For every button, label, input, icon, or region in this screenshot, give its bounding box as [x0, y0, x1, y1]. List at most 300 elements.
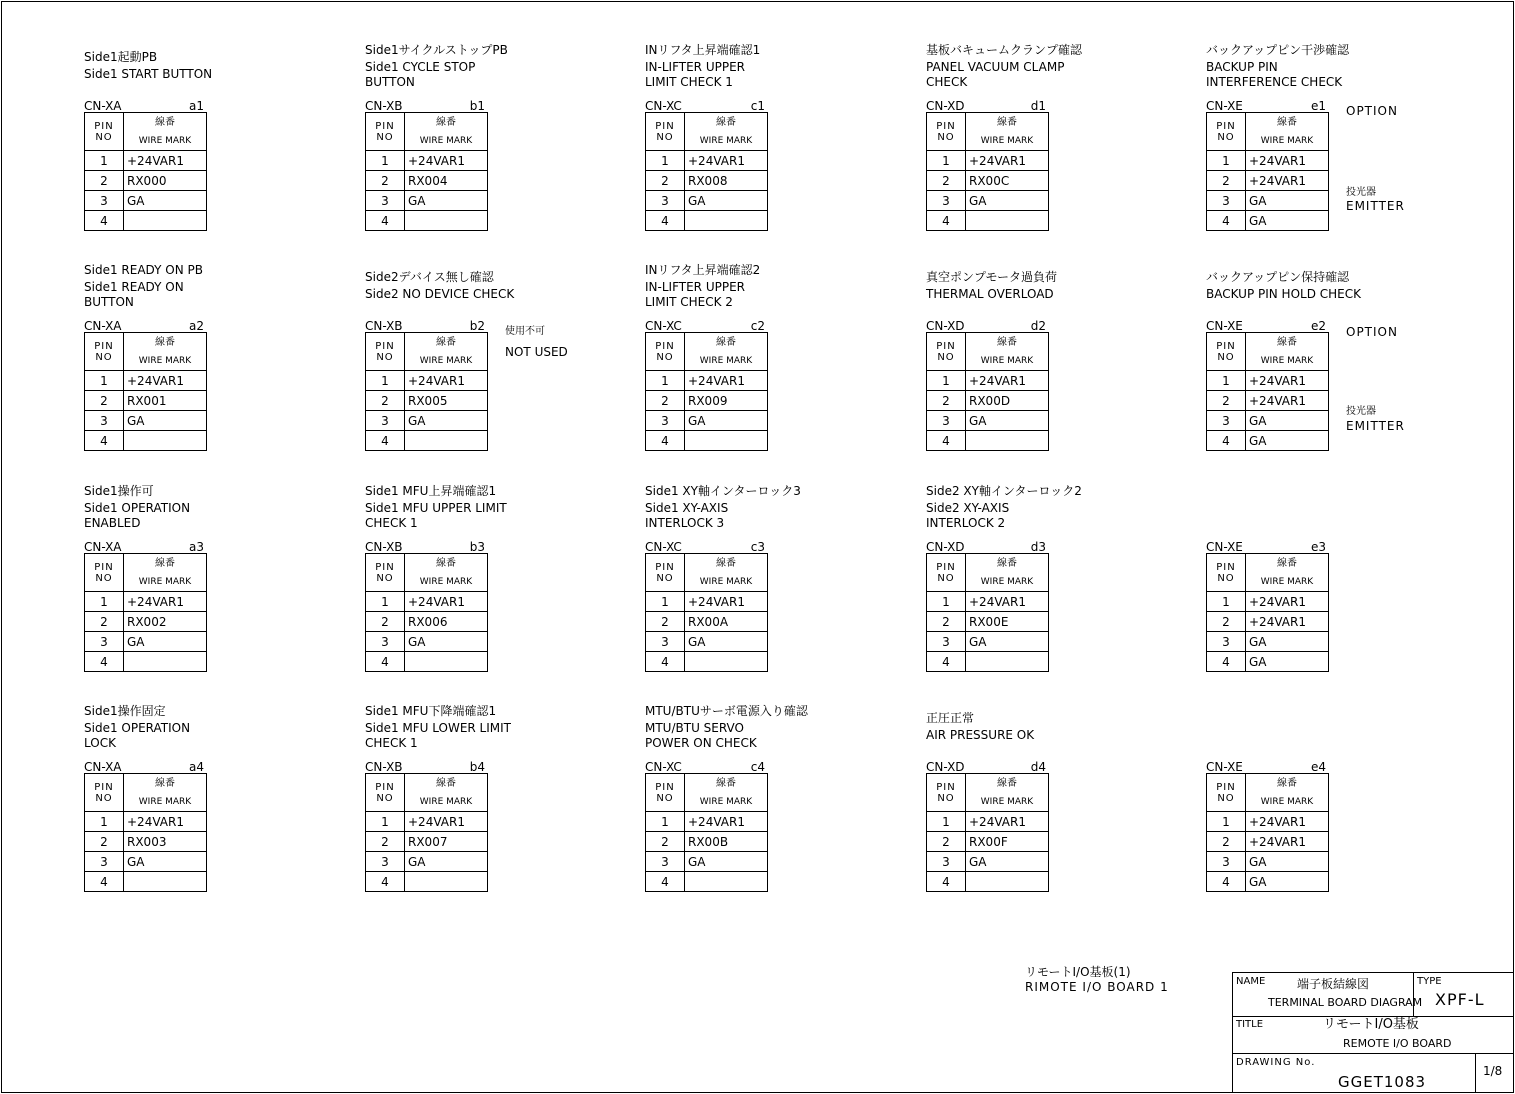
- pin-no-header: [85, 113, 124, 151]
- wire-mark-header: [966, 113, 1049, 151]
- connector-label: [84, 541, 204, 553]
- pin-number: 2: [366, 391, 405, 411]
- pin-table-header: [85, 113, 207, 151]
- pin-number: 2: [85, 832, 124, 852]
- table-row: [646, 852, 768, 872]
- wire-mark: GA: [685, 191, 768, 211]
- connector-label: [1206, 320, 1326, 332]
- title-block: [1232, 972, 1513, 1092]
- pin-table: [926, 332, 1049, 451]
- pin-number: 3: [646, 411, 685, 431]
- pin-table-header: [366, 554, 488, 592]
- pin-header-l1: PIN: [936, 781, 956, 793]
- connector-name: CN-XA: [84, 540, 122, 554]
- wire-mark: +24VAR1: [1246, 391, 1329, 411]
- table-row: [927, 632, 1049, 652]
- wire-mark-header: [405, 333, 488, 371]
- connector-name: CN-XB: [365, 99, 403, 113]
- wire-mark: GA: [966, 852, 1049, 872]
- wire-mark: GA: [1246, 191, 1329, 211]
- wire-mark-header: [1246, 113, 1329, 151]
- pin-table: [84, 112, 207, 231]
- wire-mark-header: [685, 113, 768, 151]
- wire-mark: GA: [1246, 211, 1329, 231]
- pin-number: 4: [927, 652, 966, 672]
- wire-header-en: WIRE MARK: [1260, 576, 1314, 587]
- pin-no-header: [366, 113, 405, 151]
- table-row: [1207, 612, 1329, 632]
- pin-header-l2: NO: [1217, 351, 1235, 363]
- pin-table-header: [646, 113, 768, 151]
- connector-label: [1206, 541, 1326, 553]
- connector-name: CN-XB: [365, 319, 403, 333]
- pin-number: 4: [366, 211, 405, 231]
- pin-number: 2: [1207, 832, 1246, 852]
- table-row: [646, 872, 768, 892]
- wire-mark-header: [685, 333, 768, 371]
- emitter-note-jp-1: 投光器: [1346, 187, 1376, 198]
- wire-header-jp: 線番: [1277, 557, 1297, 569]
- table-row: [927, 371, 1049, 391]
- wire-mark: [124, 872, 207, 892]
- table-row: [85, 431, 207, 451]
- wire-header-jp: 線番: [716, 777, 736, 789]
- connector-label: [645, 100, 765, 112]
- table-row: [1207, 852, 1329, 872]
- pin-table-header: [646, 333, 768, 371]
- pin-no-header: [927, 333, 966, 371]
- title-label: TITLE: [1236, 1019, 1264, 1030]
- wire-mark-header: [1246, 554, 1329, 592]
- wire-header-en: WIRE MARK: [138, 796, 192, 807]
- wire-mark: [966, 211, 1049, 231]
- option-note-1: OPTION: [1346, 104, 1398, 118]
- pin-header-l1: PIN: [1216, 120, 1236, 132]
- wire-header-jp: 線番: [997, 116, 1017, 128]
- pin-number: 2: [1207, 612, 1246, 632]
- wire-mark: +24VAR1: [685, 371, 768, 391]
- table-row: [927, 852, 1049, 872]
- connector-name: CN-XC: [645, 319, 682, 333]
- pin-number: 3: [927, 191, 966, 211]
- connector-slot: e2: [1310, 319, 1326, 333]
- table-row: [646, 431, 768, 451]
- connector-label: [645, 761, 765, 773]
- wire-header-en: WIRE MARK: [699, 355, 753, 366]
- wire-header-en: WIRE MARK: [138, 135, 192, 146]
- block-title-jp: 基板バキュームクランプ確認: [926, 43, 1083, 57]
- pin-table-header: [646, 774, 768, 812]
- wire-mark: GA: [1246, 872, 1329, 892]
- wire-mark: GA: [685, 852, 768, 872]
- wire-mark: +24VAR1: [1246, 171, 1329, 191]
- table-row: [927, 652, 1049, 672]
- pin-table: [365, 553, 488, 672]
- wire-mark-header: [124, 333, 207, 371]
- pin-number: 2: [1207, 391, 1246, 411]
- connector-label: [365, 100, 485, 112]
- table-row: [85, 652, 207, 672]
- wire-mark: +24VAR1: [1246, 832, 1329, 852]
- wire-mark: RX002: [124, 612, 207, 632]
- pin-number: 3: [1207, 852, 1246, 872]
- wire-mark: +24VAR1: [685, 151, 768, 171]
- wire-header-en: WIRE MARK: [419, 796, 473, 807]
- wire-header-en: WIRE MARK: [419, 355, 473, 366]
- pin-no-header: [85, 554, 124, 592]
- wire-mark-header: [685, 554, 768, 592]
- pin-number: 2: [927, 612, 966, 632]
- pin-number: 1: [1207, 812, 1246, 832]
- block-title-en: Side2 NO DEVICE CHECK: [365, 287, 515, 301]
- connector-slot: d1: [1030, 99, 1046, 113]
- pin-number: 4: [366, 872, 405, 892]
- wire-mark: RX004: [405, 171, 488, 191]
- table-row: [1207, 191, 1329, 211]
- pin-number: 3: [927, 852, 966, 872]
- pin-header-l1: PIN: [94, 561, 114, 573]
- pin-table-header: [927, 774, 1049, 812]
- connector-label: [645, 320, 765, 332]
- wire-mark: +24VAR1: [124, 592, 207, 612]
- table-row: [366, 431, 488, 451]
- table-row: [927, 592, 1049, 612]
- pin-number: 4: [366, 431, 405, 451]
- block-title-en-line2: BUTTON: [84, 295, 134, 309]
- wire-header-en: WIRE MARK: [980, 355, 1034, 366]
- block-title-en-line2: INTERLOCK 2: [926, 516, 1006, 530]
- connector-label: [84, 761, 204, 773]
- connector-label: [926, 541, 1046, 553]
- table-row: [1207, 652, 1329, 672]
- pin-number: 4: [1207, 431, 1246, 451]
- table-row: [366, 852, 488, 872]
- pin-header-l2: NO: [95, 792, 113, 804]
- wire-header-jp: 線番: [997, 557, 1017, 569]
- wire-mark: +24VAR1: [405, 371, 488, 391]
- wire-header-jp: 線番: [155, 336, 175, 348]
- table-row: [366, 812, 488, 832]
- connector-slot: a1: [189, 99, 204, 113]
- wire-mark: [966, 431, 1049, 451]
- block-title-en: Side1 MFU LOWER LIMIT: [365, 721, 512, 735]
- pin-header-l2: NO: [376, 572, 394, 584]
- wire-mark: +24VAR1: [405, 812, 488, 832]
- pin-number: 1: [646, 151, 685, 171]
- wire-mark: GA: [1246, 652, 1329, 672]
- connector-name: CN-XE: [1206, 99, 1243, 113]
- table-row: [85, 191, 207, 211]
- wire-mark: +24VAR1: [405, 592, 488, 612]
- pin-table-header: [1207, 554, 1329, 592]
- table-row: [366, 371, 488, 391]
- wire-header-en: WIRE MARK: [419, 135, 473, 146]
- block-title-jp: 真空ポンプモータ過負荷: [926, 270, 1058, 284]
- wire-mark: +24VAR1: [966, 812, 1049, 832]
- connector-name: CN-XA: [84, 760, 122, 774]
- pin-number: 4: [927, 431, 966, 451]
- pin-number: 4: [1207, 211, 1246, 231]
- connector-label: [926, 761, 1046, 773]
- pin-header-l2: NO: [95, 351, 113, 363]
- connector-label: [926, 320, 1046, 332]
- pin-header-l2: NO: [937, 131, 955, 143]
- wire-mark: GA: [405, 632, 488, 652]
- pin-number: 2: [366, 171, 405, 191]
- name-label: NAME: [1236, 976, 1266, 987]
- wire-mark: +24VAR1: [405, 151, 488, 171]
- table-row: [646, 812, 768, 832]
- pin-table: [1206, 332, 1329, 451]
- pin-number: 3: [927, 411, 966, 431]
- wire-header-jp: 線番: [155, 116, 175, 128]
- wire-mark: +24VAR1: [124, 812, 207, 832]
- pin-header-l1: PIN: [655, 781, 675, 793]
- table-row: [366, 632, 488, 652]
- wire-mark: RX00A: [685, 612, 768, 632]
- block-title-jp: INリフタ上昇端確認2: [645, 263, 761, 277]
- pin-table-header: [366, 113, 488, 151]
- wire-mark: RX003: [124, 832, 207, 852]
- table-row: [1207, 632, 1329, 652]
- wire-mark: RX00E: [966, 612, 1049, 632]
- wire-header-jp: 線番: [1277, 777, 1297, 789]
- table-row: [646, 211, 768, 231]
- pin-table-header: [927, 554, 1049, 592]
- table-row: [366, 612, 488, 632]
- pin-number: 3: [646, 191, 685, 211]
- pin-header-l2: NO: [937, 792, 955, 804]
- connector-label: [365, 541, 485, 553]
- table-row: [646, 191, 768, 211]
- connector-label: [84, 100, 204, 112]
- connector-slot: c4: [750, 760, 765, 774]
- option-note-2: OPTION: [1346, 325, 1398, 339]
- pin-no-header: [927, 113, 966, 151]
- table-row: [85, 832, 207, 852]
- table-row: [366, 832, 488, 852]
- pin-header-l2: NO: [376, 131, 394, 143]
- pin-header-l2: NO: [95, 131, 113, 143]
- pin-number: 3: [927, 632, 966, 652]
- pin-table: [926, 112, 1049, 231]
- wire-mark: RX00C: [966, 171, 1049, 191]
- block-title-en: PANEL VACUUM CLAMP: [926, 60, 1065, 74]
- table-row: [927, 171, 1049, 191]
- block-title-jp: Side1 MFU上昇端確認1: [365, 484, 497, 498]
- block-title-en-line2: CHECK: [926, 75, 968, 89]
- pin-table-header: [366, 774, 488, 812]
- table-row: [85, 151, 207, 171]
- pin-no-header: [646, 774, 685, 812]
- connector-name: CN-XB: [365, 540, 403, 554]
- pin-no-header: [646, 333, 685, 371]
- wire-mark: GA: [405, 191, 488, 211]
- pin-header-l1: PIN: [655, 340, 675, 352]
- pin-header-l1: PIN: [375, 340, 395, 352]
- wire-mark: RX00F: [966, 832, 1049, 852]
- pin-number: 1: [646, 592, 685, 612]
- pin-no-header: [366, 333, 405, 371]
- connector-name: CN-XE: [1206, 319, 1243, 333]
- table-row: [366, 171, 488, 191]
- wire-mark: GA: [1246, 852, 1329, 872]
- table-row: [366, 191, 488, 211]
- not-used-note-en: NOT USED: [505, 345, 568, 359]
- connector-label: [365, 761, 485, 773]
- pin-number: 1: [366, 151, 405, 171]
- connector-name: CN-XE: [1206, 760, 1243, 774]
- not-used-note-jp: 使用不可: [505, 326, 545, 337]
- wire-mark: [405, 652, 488, 672]
- wire-header-jp: 線番: [436, 777, 456, 789]
- pin-number: 1: [1207, 151, 1246, 171]
- pin-number: 2: [85, 171, 124, 191]
- pin-number: 1: [927, 371, 966, 391]
- wire-header-en: WIRE MARK: [980, 576, 1034, 587]
- pin-header-l2: NO: [1217, 131, 1235, 143]
- pin-number: 1: [1207, 371, 1246, 391]
- connector-slot: e3: [1310, 540, 1326, 554]
- pin-number: 4: [85, 431, 124, 451]
- pin-table: [84, 553, 207, 672]
- pin-table: [926, 553, 1049, 672]
- block-title-en: AIR PRESSURE OK: [926, 728, 1035, 742]
- block-title-en: Side1 MFU UPPER LIMIT: [365, 501, 507, 515]
- wire-header-jp: 線番: [716, 336, 736, 348]
- wire-mark: +24VAR1: [685, 812, 768, 832]
- wire-mark-header: [966, 554, 1049, 592]
- connector-slot: c1: [750, 99, 765, 113]
- table-row: [646, 632, 768, 652]
- wire-header-en: WIRE MARK: [980, 796, 1034, 807]
- pin-number: 2: [927, 832, 966, 852]
- block-title-en: Side1 READY ON: [84, 280, 184, 294]
- pin-number: 1: [927, 151, 966, 171]
- pin-number: 2: [366, 612, 405, 632]
- pin-header-l2: NO: [95, 572, 113, 584]
- block-title-jp: Side1操作固定: [84, 704, 166, 718]
- table-row: [1207, 592, 1329, 612]
- pin-header-l2: NO: [656, 131, 674, 143]
- table-row: [646, 652, 768, 672]
- block-title-en: Side2 XY-AXIS: [926, 501, 1010, 515]
- wire-mark: +24VAR1: [1246, 812, 1329, 832]
- wire-mark-header: [405, 554, 488, 592]
- wire-mark-header: [685, 774, 768, 812]
- wire-header-en: WIRE MARK: [699, 796, 753, 807]
- pin-no-header: [1207, 774, 1246, 812]
- pin-header-l2: NO: [376, 792, 394, 804]
- block-title-en: IN-LIFTER UPPER: [645, 280, 746, 294]
- wire-mark: GA: [685, 632, 768, 652]
- wire-mark: +24VAR1: [966, 151, 1049, 171]
- wire-mark: +24VAR1: [966, 371, 1049, 391]
- pin-number: 4: [927, 211, 966, 231]
- table-row: [927, 191, 1049, 211]
- block-title-en-line2: INTERLOCK 3: [645, 516, 725, 530]
- pin-number: 2: [927, 171, 966, 191]
- connector-label: [926, 100, 1046, 112]
- title-en: REMOTE I/O BOARD: [1343, 1037, 1452, 1050]
- pin-table: [365, 332, 488, 451]
- pin-number: 4: [646, 211, 685, 231]
- pin-number: 1: [85, 812, 124, 832]
- connector-slot: a3: [189, 540, 204, 554]
- pin-no-header: [1207, 554, 1246, 592]
- pin-header-l1: PIN: [1216, 781, 1236, 793]
- wire-mark: [124, 211, 207, 231]
- wire-mark-header: [124, 113, 207, 151]
- wire-mark: [966, 652, 1049, 672]
- pin-number: 1: [366, 812, 405, 832]
- pin-header-l1: PIN: [655, 561, 675, 573]
- wire-mark: [124, 652, 207, 672]
- drawing-number: GGET1083: [1338, 1073, 1427, 1091]
- wire-header-en: WIRE MARK: [699, 576, 753, 587]
- table-row: [927, 812, 1049, 832]
- wire-mark: RX008: [685, 171, 768, 191]
- table-row: [927, 612, 1049, 632]
- name-jp: 端子板結線図: [1297, 977, 1370, 991]
- table-row: [927, 872, 1049, 892]
- table-row: [927, 151, 1049, 171]
- wire-mark: [966, 872, 1049, 892]
- block-title-en: BACKUP PIN HOLD CHECK: [1206, 287, 1361, 301]
- pin-number: 4: [366, 652, 405, 672]
- block-title-en: Side1 CYCLE STOP: [365, 60, 476, 74]
- wire-mark: RX000: [124, 171, 207, 191]
- wire-mark-header: [1246, 774, 1329, 812]
- wire-mark: GA: [124, 411, 207, 431]
- connector-slot: d4: [1030, 760, 1046, 774]
- wire-mark: +24VAR1: [1246, 371, 1329, 391]
- table-row: [1207, 431, 1329, 451]
- block-title-jp: Side2 XY軸インターロック2: [926, 484, 1082, 498]
- wire-header-en: WIRE MARK: [699, 135, 753, 146]
- connector-slot: d2: [1030, 319, 1046, 333]
- wire-mark: [685, 872, 768, 892]
- pin-no-header: [1207, 333, 1246, 371]
- pin-number: 3: [1207, 191, 1246, 211]
- table-row: [1207, 411, 1329, 431]
- wire-header-jp: 線番: [716, 557, 736, 569]
- block-title-jp: Side1 READY ON PB: [84, 263, 203, 277]
- block-title-jp: バックアップピン干渉確認: [1206, 43, 1350, 57]
- pin-number: 3: [85, 852, 124, 872]
- wire-mark-header: [1246, 333, 1329, 371]
- pin-header-l1: PIN: [936, 120, 956, 132]
- pin-number: 4: [927, 872, 966, 892]
- pin-number: 3: [85, 411, 124, 431]
- wire-mark-header: [124, 554, 207, 592]
- pin-no-header: [646, 554, 685, 592]
- pin-number: 2: [646, 612, 685, 632]
- pin-header-l1: PIN: [936, 340, 956, 352]
- connector-label: [645, 541, 765, 553]
- pin-header-l1: PIN: [94, 120, 114, 132]
- pin-number: 1: [366, 371, 405, 391]
- connector-slot: c2: [750, 319, 765, 333]
- connector-name: CN-XC: [645, 760, 682, 774]
- wire-mark: RX006: [405, 612, 488, 632]
- pin-header-l2: NO: [1217, 572, 1235, 584]
- wire-mark: GA: [124, 632, 207, 652]
- wire-mark: RX005: [405, 391, 488, 411]
- pin-number: 1: [85, 151, 124, 171]
- table-row: [927, 431, 1049, 451]
- pin-table-header: [1207, 333, 1329, 371]
